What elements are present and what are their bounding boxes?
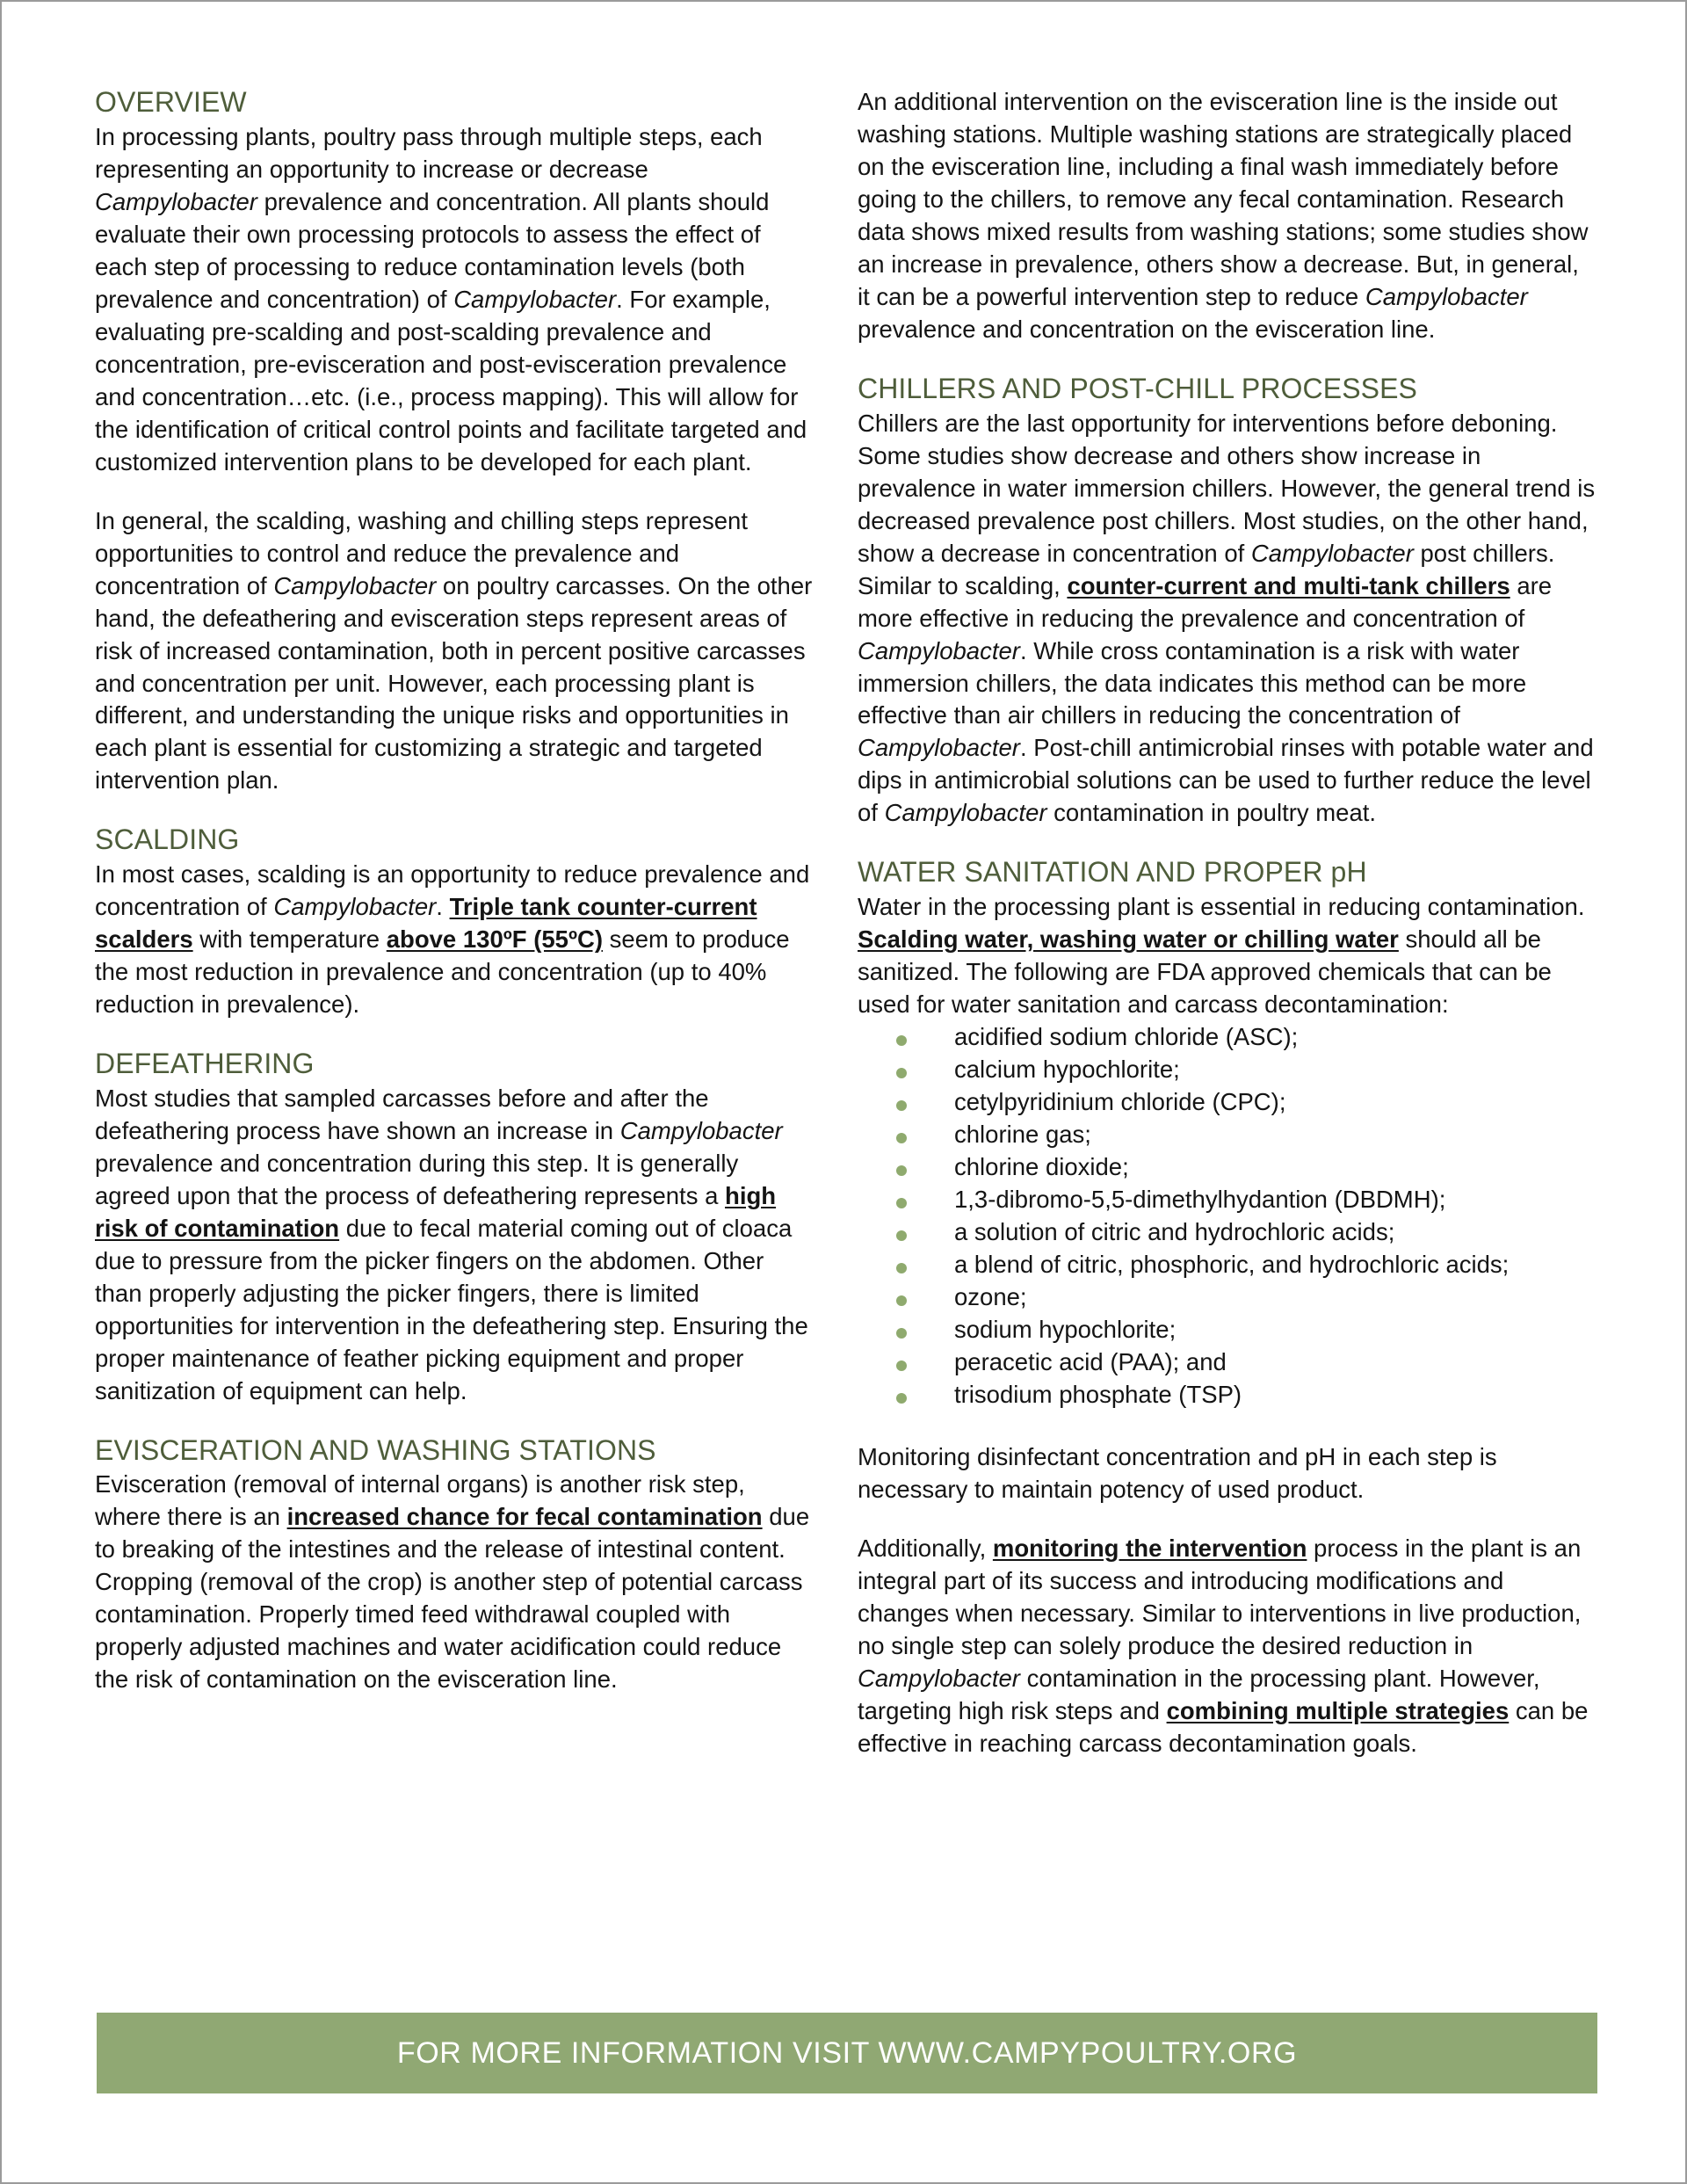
text-run: An additional intervention on the evisceration line is the inside out washing stations. Multiple washing stations are strategically placed on the evisceration line, including a final wash immediately before going to the chillers, to remove any fecal contamination. Research data shows mixed results from washing stations; some studies show an increase in prevalence, others show a decrease. But, in general, it can be a powerful intervention step to reduce <box>858 88 1589 310</box>
monitoring-paragraph: Monitoring disinfectant concentration and pH in each step is necessary to maintain potency of used product. <box>858 1442 1497 1503</box>
chemical-list-item <box>858 1346 1596 1379</box>
chemical-list-item <box>858 1021 1596 1054</box>
chemical-label: peracetic acid (PAA); and <box>954 1347 1227 1375</box>
text-run: . For example, evaluating pre-scalding and post-scalding prevalence and concentration, pre-evisceration and post-evisceration prevalence and concentration…etc. (i.e., process mapping). This will allow for the identification of critical control points and facilitate targeted and customized intervention plans to be developed for each plant. <box>95 285 807 475</box>
chemical-list-item <box>858 1119 1596 1151</box>
text-run: contamination in poultry meat. <box>1046 799 1377 827</box>
text-run: post chillers. Similar to scalding, <box>858 539 1555 599</box>
text-run: . While cross contamination is a risk with water immersion chillers, the data indicates this method can be more effective than air chillers in reducing the concentration of <box>858 636 1527 729</box>
left-column <box>95 86 815 1760</box>
chemical-label: chlorine dioxide; <box>954 1153 1129 1181</box>
italic-species: Campylobacter <box>884 799 1047 827</box>
overview-paragraph-2 <box>95 505 815 798</box>
heading-water-sanitation: WATER SANITATION AND PROPER pH <box>858 856 1367 889</box>
chemical-list-item <box>858 1086 1596 1119</box>
emphasis-high-risk: high risk of contamination <box>95 1181 777 1242</box>
emphasis-triple-tank-scalders: Triple tank counter-current scalders <box>95 893 757 954</box>
text-run: Evisceration (removal of internal organs) is another risk step, where there is an <box>95 1470 745 1531</box>
italic-species: Campylobacter <box>273 571 437 599</box>
emphasis-fecal-contamination: increased chance for fecal contamination <box>286 1503 763 1531</box>
text-run: In general, the scalding, washing and chilling steps represent opportunities to control and reduce the prevalence and concentration of <box>95 506 748 599</box>
italic-species: Campylobacter <box>858 734 1020 762</box>
defeathering-paragraph <box>95 1083 815 1408</box>
chemical-list-item <box>858 1314 1596 1346</box>
heading-chillers: CHILLERS AND POST-CHILL PROCESSES <box>858 372 1417 404</box>
text-run: are more effective in reducing the prevalence and concentration of <box>858 571 1553 632</box>
text-run: Additionally, <box>858 1534 993 1562</box>
evisceration-paragraph <box>95 1469 815 1696</box>
chemical-label: sodium hypochlorite; <box>954 1315 1177 1343</box>
emphasis-monitoring-intervention: monitoring the intervention <box>992 1534 1307 1562</box>
text-run: prevalence and concentration. All plants should evaluate their own processing protocols to assess the effect of each step of processing to reduce contamination levels (both prevalence and concentration) of <box>95 187 770 313</box>
spacer <box>858 1411 1596 1441</box>
text-run: . <box>436 893 450 921</box>
italic-species: Campylobacter <box>453 285 617 313</box>
italic-species: Campylobacter <box>858 1664 1020 1692</box>
chemical-list-item <box>858 1184 1596 1216</box>
text-run: Water in the processing plant is essential in reducing contamination. <box>858 893 1585 921</box>
footer-text: FOR MORE INFORMATION VISIT WWW.CAMPYPOULTRY.ORG <box>396 2035 1298 2070</box>
washing-stations-paragraph <box>858 86 1596 346</box>
italic-species: Campylobacter <box>619 1116 783 1144</box>
closing-paragraph <box>858 1533 1596 1760</box>
chillers-paragraph <box>858 408 1596 831</box>
emphasis-combining-strategies: combining multiple strategies <box>1166 1696 1510 1724</box>
emphasis-counter-current-chillers: counter-current and multi-tank chillers <box>1067 571 1510 599</box>
text-run: process in the plant is an integral part of its success and introducing modifications and changes when necessary. Similar to interventions in live production, no single step can solely produce the desired reduction in <box>858 1534 1582 1659</box>
approved-chemicals-list <box>858 1021 1596 1411</box>
right-column <box>858 86 1596 1760</box>
chemical-list-item <box>858 1379 1596 1411</box>
italic-species: Campylobacter <box>1365 282 1528 310</box>
chemical-list-item <box>858 1054 1596 1086</box>
text-run: contamination in the processing plant. However, targeting high risk steps and <box>858 1664 1540 1724</box>
text-run: seem to produce the most reduction in prevalence and concentration (up to 40% reduction in prevalence). <box>95 925 790 1019</box>
text-run: In most cases, scalding is an opportunity to reduce prevalence and concentration of <box>95 860 810 921</box>
text-run: due to breaking of the intestines and the release of intestinal content. Cropping (removal of the crop) is another step of potential carcass contamination. Properly timed feed withdrawal coupled with properly adjusted machines and water acidification could reduce the risk of contamination on the evisceration line. <box>95 1503 810 1694</box>
heading-evisceration: EVISCERATION AND WASHING STATIONS <box>95 1433 656 1466</box>
text-run: on poultry carcasses. On the other hand, the defeathering and evisceration steps represent areas of risk of increased contamination, both in percent positive carcasses and concentration per unit. However, each processing plant is different, and understanding the unique risks and opportunities in each plant is essential for customizing a strategic and targeted intervention plan. <box>95 571 813 795</box>
chemical-label: a blend of citric, phosphoric, and hydrochloric acids; <box>954 1251 1510 1278</box>
heading-scalding: SCALDING <box>95 824 240 856</box>
chemical-label: trisodium phosphate (TSP) <box>954 1380 1242 1408</box>
italic-species: Campylobacter <box>858 636 1020 664</box>
overview-paragraph-1 <box>95 121 815 479</box>
chemical-label: ozone; <box>954 1282 1027 1310</box>
chemical-label: 1,3-dibromo-5,5-dimethylhydantion (DBDMH); <box>954 1186 1446 1214</box>
text-run: Most studies that sampled carcasses before and after the defeathering process have shown an increase in <box>95 1084 709 1144</box>
scalding-paragraph <box>95 859 815 1021</box>
heading-defeathering: DEFEATHERING <box>95 1048 315 1080</box>
text-run: can be effective in reaching carcass decontamination goals. <box>858 1696 1589 1757</box>
text-run: In processing plants, poultry pass through multiple steps, each representing an opportunity to increase or decrease <box>95 122 763 183</box>
emphasis-temperature: above 130ºF (55ºC) <box>386 925 604 954</box>
text-run: prevalence and concentration on the evisceration line. <box>858 315 1436 343</box>
text-run: should all be sanitized. The following are FDA approved chemicals that can be used for water sanitation and carcass decontamination: <box>858 925 1552 1019</box>
text-run: with temperature <box>192 925 387 954</box>
chemical-list-item <box>858 1281 1596 1314</box>
heading-overview: OVERVIEW <box>95 86 247 118</box>
chemical-label: cetylpyridinium chloride (CPC); <box>954 1088 1286 1116</box>
chemical-list-item <box>858 1249 1596 1281</box>
chemical-label: a solution of citric and hydrochloric acids; <box>954 1218 1395 1246</box>
chemical-label: calcium hypochlorite; <box>954 1056 1180 1084</box>
text-run: Chillers are the last opportunity for interventions before deboning. Some studies show decrease and others show increase in prevalence in water immersion chillers. However, the general trend is decreased prevalence post chillers. Most studies, on the other hand, show a decrease in concentration of <box>858 409 1596 567</box>
two-column-body <box>95 86 1596 1760</box>
italic-species: Campylobacter <box>95 187 257 215</box>
chemical-label: acidified sodium chloride (ASC); <box>954 1023 1299 1051</box>
text-run: prevalence and concentration during this step. It is generally agreed upon that the process of defeathering represents a <box>95 1149 739 1209</box>
italic-species: Campylobacter <box>1250 539 1414 567</box>
footer-banner <box>97 2013 1597 2093</box>
emphasis-scalding-water: Scalding water, washing water or chilling water <box>858 925 1399 954</box>
water-sanitation-paragraph <box>858 891 1596 1021</box>
chemical-label: chlorine gas; <box>954 1121 1091 1149</box>
chemical-list-item <box>858 1151 1596 1184</box>
text-run: . Post-chill antimicrobial rinses with potable water and dips in antimicrobial solutions can be used to further reduce the level of <box>858 734 1594 827</box>
chemical-list-item <box>858 1216 1596 1249</box>
italic-species: Campylobacter <box>273 893 437 921</box>
text-run: due to fecal material coming out of cloaca due to pressure from the picker fingers on the abdomen. Other than properly adjusting the picker fingers, there is limited opportunities for intervention in the defeathering step. Ensuring the proper maintenance of feather picking equipment and proper sanitization of equipment can help. <box>95 1214 808 1404</box>
